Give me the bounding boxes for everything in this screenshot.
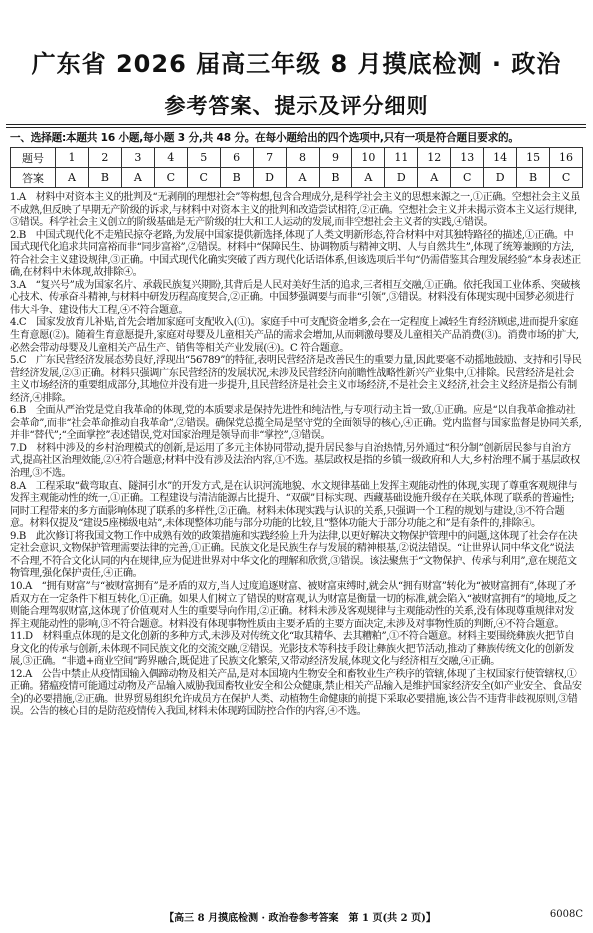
- explanation-11: 11.D 材料重点体现的是文化创新的多种方式,未涉及对传统文化“取其精华、去其糟粕”,①不符合题意。材料主要围绕彝族火把节自身文化的传承与创新,未体现不同民族文化的交流交融,②错误。光影技术等科技手段让彝族火把节活动,推动了彝族传统文化的创新发展,③正确。“非遗+商业空间”跨界融合,既促进了民族文化繁荣,又带动经济发展,体现文化与经济相互交融,④正确。: [10, 631, 575, 668]
- answer-table: [10, 147, 583, 188]
- question-number: 10: [352, 148, 385, 168]
- answer-cell: D: [484, 168, 517, 188]
- question-number: 2: [88, 148, 121, 168]
- answer-cell: C: [451, 168, 484, 188]
- footer-page-info: 【高三 8 月摸底检测 · 政治卷参考答案 第 1 页(共 2 页)】: [164, 913, 436, 924]
- question-number: 12: [418, 148, 451, 168]
- question-number: 15: [517, 148, 550, 168]
- question-number: 11: [385, 148, 418, 168]
- explanation-7: 7.D 材料中涉及的乡村治理模式的创新,是运用了多元主体协同带动,提升居民参与自治热情,另外通过“积分制”创新居民参与自治方式,提高社区治理效能,②④符合题意;材料中没有涉及法治内容,①不选。基层政权是指的乡镇一级政府和人大,乡村治理不属于基层政权治理,③不选。: [10, 442, 580, 480]
- question-number: 14: [484, 148, 517, 168]
- explanation-3: 3.A “复兴号”成为国家名片、承载民族复兴期盼,其背后是人民对美好生活的追求,三者相互交融,①正确。依托我国工业体系、突破核心技术、传承奋斗精神,与材料中研发历程高度契合,②正确。中国梦强调要与而非“引领”,③错误。材料没有体现实现中国梦必须进行伟大斗争、建设伟大工程,④不符合题意。: [10, 279, 580, 316]
- explanation-6: 6.B 全面从严治党是党自我革命的体现,党的本质要求是保持先进性和纯洁性,与专项行动主旨一致,①正确。应是“以自我革命推动社会革命”,而非“社会革命推动自我革命”,②错误。确保党总揽全局是坚守党的全面领导的核心,④正确。党内监督与国家监督是协同关系,并非“替代”;“全面掌控”表述错误,党对国家治理是领导而非“掌控”,③错误。: [10, 405, 582, 442]
- answer-cell: A: [56, 168, 89, 188]
- answer-cell: B: [220, 168, 253, 188]
- question-number: 13: [451, 148, 484, 168]
- page-subtitle: 参考答案、提示及评分细则: [164, 94, 429, 118]
- explanation-4: 4.C 国家发放育儿补贴,首先会增加家庭可支配收入(①)。家庭手中可支配资金增多,会在一定程度上减轻生育经济顾虑,进而提升家庭生育意愿(②)。随着生育意愿提升,家庭对母婴及儿童相关产品的需求会增加,从而刺激母婴及儿童相关产品消费(③)。消费市场的扩大,必然会带动母婴及儿童相关产品生产、销售等相关产业发展(④)。C 符合题意。: [10, 317, 579, 354]
- question-number: 9: [319, 148, 352, 168]
- section-heading: 一、选择题:本题共 16 小题,每小题 3 分,共 48 分。在每小题给出的四个选项中,只有一项是符合题目要求的。: [10, 132, 519, 144]
- top-rule-thin: [6, 127, 586, 128]
- row-label-number: 题号: [11, 148, 56, 168]
- question-number: 5: [187, 148, 220, 168]
- explanation-5: 5.C 广东民营经济发展态势良好,浮现出“56789”的特征,表明民营经济是改善民生的重要力量,因此要毫不动摇地鼓励、支持和引导民营经济发展,②③正确。材料只强调广东民营经济的发展状况,未涉及民营经济向前瞻性战略性新兴产业集中,①排除。民营经济是社会主义市场经济的重要组成部分,其地位并没有进一步提升,且民营经济是社会主义市场经济,不是社会主义经济,社会主义经济是指公有制经济,④排除。: [10, 355, 582, 404]
- question-number: 6: [220, 148, 253, 168]
- explanation-12: 12.A 公告中禁止从疫情国输入偶蹄动物及相关产品,是对本国境内生物安全和畜牧业生产秩序的管辖,体现了主权国家行使管辖权,①正确。猪瘟疫情可能通过动物及产品输入威胁我国畜牧业安全和公众健康,禁止相关产品输入是维护国家经济安全(如产业安全、食品安全)的必要措施,②正确。世界贸易组织允许成员方在保护人类、动植物生命健康的前提下采取必要措施,该公告不违背非歧视原则,③错误。公告的核心目的是防范疫情传入我国,材料未体现跨国防控合作的内容,④不选。: [10, 668, 582, 718]
- answer-cell: B: [88, 168, 121, 188]
- answer-cell: B: [319, 168, 352, 188]
- answer-cell: A: [121, 168, 154, 188]
- row-label-answer: 答案: [11, 168, 56, 188]
- answer-cell: C: [550, 168, 583, 188]
- question-number: 3: [121, 148, 154, 168]
- answer-cell: A: [418, 168, 451, 188]
- question-number: 1: [56, 148, 89, 168]
- question-number: 4: [154, 148, 187, 168]
- answer-cell: D: [253, 168, 286, 188]
- explanation-8: 8.A 工程采取“截弯取直、隧洞引水”的开发方式,是在认识河流地貌、水文规律基础上发挥主观能动性的体现,实现了尊重客观规律与发挥主观能动性的统一,①正确。工程建设与清洁能源占比提升、“双碳”目标实现、西藏基础设施升级存在关联,体现了联系的普遍性;同时工程带来的多方面影响体现了联系的多样性,②正确。材料未体现实践与认识的关系,只强调一个工程的规划与建设,③不符合题意。材料仅提及“建设5座梯级电站”,未体现整体功能与部分功能的比较,且“整体功能大于部分功能之和”是有条件的,排除④。: [10, 480, 578, 530]
- page-title: 广东省 2026 届高三年级 8 月摸底检测 · 政治: [31, 50, 562, 78]
- question-number: 8: [286, 148, 319, 168]
- question-number: 7: [253, 148, 286, 168]
- answer-cell: C: [187, 168, 220, 188]
- explanation-10: 10.A “拥有财富”与“被财富拥有”是矛盾的双方,当人过度追逐财富、被财富束缚时,就会从“拥有财富”转化为“被财富拥有”,体现了矛盾双方在一定条件下相互转化,①正确。如果人们树立了错误的财富观,认为财富是衡量一切的标准,就会陷入“被财富拥有”的境地,反之则能合理驾驭财富,这体现了价值观对人生的重要导向作用,②正确。材料未涉及客观规律与主观能动性的关系,没有体现尊重规律对发挥主观能动性的影响,③不符合题意。材料没有体现事物性质由主要矛盾的主要方面决定,未涉及对事物性质的判断,④不符合题意。: [10, 580, 577, 630]
- answer-cell: C: [154, 168, 187, 188]
- answer-cell: A: [286, 168, 319, 188]
- answer-cell: D: [385, 168, 418, 188]
- footer-code: 6008C: [549, 909, 583, 920]
- question-number: 16: [550, 148, 583, 168]
- explanation-2: 2.B 中国式现代化不走殖民掠夺老路,为发展中国家提供新选择,体现了人类文明新形态,符合材料中对其独特路径的描述,①正确。中国式现代化追求共同富裕而非“同步富裕”,②错误。材料中“保障民生、协调物质与精神文明、人与自然共生”,体现了统筹兼顾的方法,符合社会主义建设规律,③正确。中国式现代化确实突破了西方现代化话语体系,但该选项后半句“仍需借鉴其合理发展经验”本身表述正确,在材料中未体现,故排除④。: [10, 229, 581, 279]
- explanation-1: 1.A 材料中对资本主义的批判及“无剥削的理想社会”等构想,包含合理成分,是科学社会主义的思想来源之一,①正确。空想社会主义虽不成熟,但反映了早期无产阶级的诉求,与材料中对资本主义的批判和改造尝试相符,②正确。空想社会主义并未揭示资本主义运行规律,③错误。科学社会主义创立的阶级基础是无产阶级的壮大和工人运动的发展,而非空想社会主义者的实践,④错误。: [10, 192, 580, 229]
- answer-cell: B: [517, 168, 550, 188]
- answer-cell: A: [352, 168, 385, 188]
- number-row: [11, 148, 583, 168]
- explanations: [10, 192, 582, 719]
- top-rule-thick: [6, 124, 586, 125]
- explanation-9: 9.B 此次修订将我国文物工作中成熟有效的政策措施和实践经验上升为法律,以更好解决文物保护管理中的问题,这体现了社会存在决定社会意识,文物保护管理需要法律的完善,①正确。民族文化是民族生存与发展的精神根基,②说法错误。“让世界认同中华文化”说法不合理,不符合文化认同的内在规律,应为促进世界对中华文化的理解和欣赏,③错误。该法聚焦于“文物保护、传承与利用”,意在规范文物管理,强化保护责任,④正确。: [10, 530, 578, 580]
- answer-row: [11, 168, 583, 188]
